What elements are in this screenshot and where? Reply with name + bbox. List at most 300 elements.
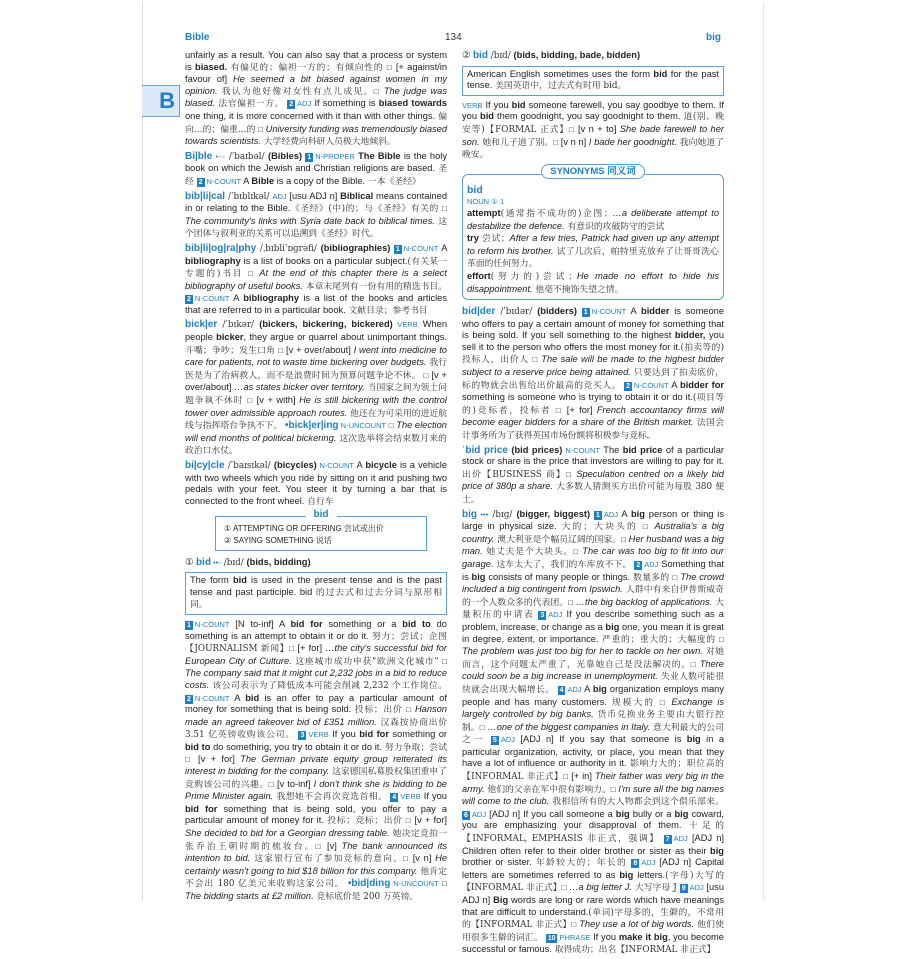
part-of-speech: N-UNCOUNT	[390, 879, 439, 889]
chinese-translation: 他毫不掩饰失望之情。	[532, 284, 624, 295]
definition-text: A	[241, 175, 252, 186]
chinese-translation: 竞标底价是 200 万英镑。	[313, 892, 419, 902]
chinese-translation: 严重的；重大的；大幅度的	[598, 634, 720, 645]
left-guide-word: Bible	[185, 32, 210, 43]
example-sentence: She bade farewell to her son.	[462, 123, 724, 147]
grammar-pattern: [v + with]	[256, 395, 296, 406]
note-text: is used in the present tense and is the past tense and past participle. bid	[190, 575, 442, 597]
grammar-pattern: [+ for]	[297, 643, 323, 654]
chinese-translation: 出价【BUSINESS 商】	[462, 469, 567, 480]
bold-term: big	[615, 808, 630, 819]
definition-text: you sell it to the person who offers the most money for it.	[462, 330, 724, 352]
chinese-translation: 我向她道了晚安。	[462, 137, 724, 161]
synonyms-box	[462, 165, 724, 300]
part-of-speech: N-UNCOUNT	[338, 421, 387, 431]
example-sentence: I bade her goodnight.	[586, 136, 677, 147]
sense-number: 1	[595, 511, 600, 519]
example-bullet-icon: □	[288, 644, 295, 654]
definition-text: A	[618, 508, 631, 519]
chinese-translation: 规模大的	[607, 697, 660, 708]
headword[interactable]: bib|li|og|ra|phy	[185, 242, 257, 254]
example-bullet-icon: □	[571, 920, 577, 930]
bold-term: biased towards	[378, 98, 447, 109]
example-sentence: He seemed a bit biased against women in my opinion.	[185, 74, 448, 96]
part-of-speech: ADJ	[272, 191, 287, 201]
pronunciation: /ˈbɪdər/	[495, 307, 538, 318]
example-bullet-icon: □	[532, 355, 538, 365]
definition-text: If you	[328, 729, 360, 740]
entry-bicycle	[185, 460, 447, 508]
definition-text: The	[599, 444, 623, 455]
bold-term: big	[630, 508, 645, 519]
example-sentence: He made no effort to hide his disappointment.	[467, 270, 719, 294]
example-bullet-icon: □	[278, 345, 284, 355]
part-of-speech: N-COUNT	[562, 445, 600, 455]
part-of-speech: N-COUNT	[194, 619, 230, 629]
chinese-translation: 美国英语中，过去式有时用 bid。	[492, 81, 627, 92]
chinese-translation: 本章末尾列有一份有用的精选书目。	[302, 281, 447, 292]
example-sentence: …a deliberate attempt to destabilize the defence.	[467, 207, 719, 231]
definition-text: If something is	[311, 98, 379, 109]
bold-term: bid for	[359, 729, 389, 740]
definition-text: is the holy book on which the Jewish and Christian religions are based.	[185, 150, 447, 174]
synonym-item	[467, 208, 719, 233]
chinese-translation: 数量多的	[630, 572, 673, 583]
chinese-translation: 这个团体与叙利亚的关系可以追溯到《圣经》时代。	[185, 216, 448, 240]
sense-number: 3	[540, 612, 545, 620]
definition-text: A	[229, 692, 246, 703]
definition-text: A	[581, 683, 593, 694]
grammar-pattern: [v n n]	[560, 136, 587, 147]
menu-title: bid	[306, 509, 337, 520]
definition-text: is an offer to pay a particular amount of money for something that is being sold.	[185, 692, 447, 715]
chinese-translation: 法国会计事务所为了获得英国市场份额将积极参与竞标。	[462, 418, 724, 442]
example-bullet-icon: □	[479, 722, 485, 732]
pronunciation: /ˈbɪkər/	[217, 320, 260, 331]
sense-number: 2	[198, 178, 203, 186]
headword[interactable]: ˈbid price	[462, 444, 508, 456]
entry-biased-continued	[185, 50, 447, 149]
example-bullet-icon: □	[573, 547, 579, 557]
part-of-speech: VERB	[400, 792, 421, 802]
bold-term: bid	[653, 68, 668, 79]
thumb-index-letter: B	[159, 88, 175, 113]
sense-number: 2	[187, 296, 191, 304]
homonym-marker: ②	[462, 50, 471, 60]
sense-number: 1	[187, 621, 191, 629]
definition-text: is a vehicle with two wheels which you ride by sitting on it and pushing two pedals with your feet. You steer it by turning a bar that is connected to the front wheel.	[185, 460, 448, 506]
example-sentence: The crowd included a big contingent from Ipswich.	[462, 571, 724, 595]
note-text: The form	[190, 575, 233, 586]
example-sentence: The company said that it might cut 2,232 jobs in a bid to reduce costs.	[185, 668, 447, 690]
usage-note	[462, 66, 724, 96]
right-guide-word: big	[706, 32, 721, 43]
synonyms-title: SYNONYMS 同义词	[541, 164, 645, 179]
example-sentence: I don't think she is bidding to be Prime Minister again.	[185, 778, 447, 802]
part-of-speech: N-COUNT	[206, 176, 242, 186]
synonym-item	[467, 271, 719, 296]
definition-text: bully or a	[629, 808, 675, 819]
definition-text: means contained in or relating to the Bible.	[185, 190, 447, 214]
definition-text: is a copy of the Bible.	[274, 175, 366, 186]
derived-word[interactable]: •bid|ding	[347, 878, 391, 890]
chinese-translation: 我行医是为了治病救人，而不是浪费时间为预算问题争论不休。	[185, 358, 448, 381]
grammar-pattern: [v + for]	[414, 815, 447, 826]
grammar-pattern: [ADJ n]	[515, 734, 560, 745]
example-sentence: He certainly wasn't going to bid $18 billion for this company.	[185, 853, 448, 876]
chinese-translation: 偏向…的；偏重…的	[185, 111, 447, 135]
headword[interactable]: bid|der	[462, 306, 496, 318]
bold-term: bid for	[290, 618, 323, 629]
example-bullet-icon: □	[610, 784, 616, 794]
menu-item[interactable]: ① ATTEMPTING OR OFFERING 尝试或出价	[224, 524, 384, 534]
chinese-translation: 我认为他好像对女性有点儿成见。	[217, 86, 374, 97]
frequency-icon: ••◦	[210, 557, 221, 567]
example-sentence: The sale will be made to the highest bidder subject to a reserve price being attained.	[462, 354, 725, 378]
example-bullet-icon: □	[442, 656, 448, 666]
chinese-translation: 对她而言，这个问题太严重了，光靠她自己是没法解决的。	[462, 647, 724, 670]
pronunciation: /bɪd/	[487, 51, 514, 61]
example-sentence: Hanson made an agreed takeover bid of £351 million.	[185, 704, 447, 727]
definition-text: Something that is	[462, 558, 724, 582]
part-of-speech: ADJ	[471, 809, 487, 819]
example-sentence: …the city's successful bid for European City of Culture.	[185, 643, 447, 666]
chinese-translation: 这家银行宣布了参加竞标的意向。	[250, 854, 404, 865]
headword[interactable]: bid	[195, 556, 211, 568]
definition-text: of a particular stock or share is the price that investors are willing to pay for it.	[462, 444, 724, 467]
entry-biblical	[185, 191, 447, 241]
part-of-speech: ADJ	[641, 858, 656, 868]
definition-text: A	[438, 242, 447, 253]
example-sentence: Her husband was a big man.	[462, 533, 724, 557]
headword[interactable]: bick|er	[185, 319, 218, 331]
definition-text: something that is being sold, you offer to pay a particular amount of money for it.	[185, 803, 448, 826]
bold-term: Big	[493, 895, 509, 905]
example-bullet-icon: □	[185, 755, 193, 765]
example-bullet-icon: □	[423, 370, 429, 380]
grammar-pattern: [+ in]	[571, 771, 592, 782]
chinese-translation: 大多数人猜测买方出价可能为每股 380 便士。	[462, 482, 724, 505]
bold-term: bidder	[641, 306, 670, 317]
part-of-speech: N-COUNT	[316, 461, 354, 470]
part-of-speech: ADJ	[603, 509, 619, 519]
chinese-translation: (拍卖等的)投标人，出价人	[462, 342, 724, 366]
definition-text: them goodnight, you say goodnight to them.	[493, 111, 681, 122]
grammar-pattern: [v to-inf]	[276, 778, 311, 789]
example-sentence: …one of the biggest companies in Italy.	[484, 721, 651, 732]
chinese-translation: (项目等的)竞标者，投标者	[462, 393, 724, 416]
chinese-translation: 努力；尝试；企图【JOURNALISM 新闻】	[185, 631, 447, 655]
pronunciation: /ˈbaɪsɪkəl/	[224, 461, 274, 471]
sense-number: 2	[187, 695, 191, 703]
example-sentence: Australia's a big country.	[462, 521, 724, 544]
chinese-translation: 我想她不会再次竞选首相。	[273, 792, 388, 803]
example-sentence: French accountancy firms will become eager bidders for a share of the British market.	[462, 404, 724, 428]
example-sentence: I'm sure all the big names will come to the club.	[462, 783, 724, 807]
bold-term: bid	[480, 111, 494, 122]
example-sentence: The judge was biased.	[185, 85, 447, 109]
grammar-pattern: [v n + to]	[577, 123, 617, 134]
definition-text: one, you mean it is great in degree, extent, or importance.	[462, 621, 724, 644]
definition-text: , they argue or quarrel about unimportant things.	[243, 332, 447, 343]
inflections: (bid prices)	[507, 444, 563, 455]
entry-bicker	[185, 319, 447, 458]
chinese-translation: 人群中有来自伊普斯威奇的一个人数众多的代表团。	[462, 585, 724, 608]
definition-text: A	[229, 293, 244, 304]
chinese-translation: 影响力大的；职位高的【INFORMAL 非正式】	[462, 759, 724, 783]
chinese-translation: (努力的)尝试；	[490, 271, 577, 282]
chinese-translation: (字母)大写的【INFORMAL 非正式】	[462, 870, 724, 894]
bold-term: bid	[232, 575, 247, 586]
chinese-translation: 失业人数可能很快就会出现大幅增长。	[462, 672, 725, 695]
sense-number: 4	[392, 794, 397, 802]
chinese-translation: 只要达到了拍卖底价，标的物就会出售给出价最高的竞买人。	[462, 368, 724, 391]
definition-text: is a list of the books and articles that are referred to in a particular book.	[185, 293, 447, 315]
example-bullet-icon: □	[563, 772, 569, 782]
part-of-speech: N-PROPER	[315, 151, 355, 161]
pronunciation: /ˌbɪbliˈɒɡrəfi/	[256, 243, 321, 254]
bid-sense-menu	[215, 509, 427, 550]
bold-term: biased.	[195, 61, 228, 72]
part-of-speech: ADJ	[500, 735, 515, 745]
bold-term: Bible	[251, 175, 275, 186]
bold-term: bid to	[185, 741, 211, 752]
chinese-translation: 《圣经》(中)的；与《圣经》有关的	[290, 204, 443, 215]
definition-text: something is someone who is trying to obtain it or do it.	[462, 392, 693, 403]
headword[interactable]: bi|cy|cle	[185, 460, 225, 471]
chinese-translation: 该公司表示为了降低成本可能会削减 2,232 个工作岗位。	[209, 680, 447, 691]
example-bullet-icon: □	[561, 883, 567, 893]
part-of-speech: N-COUNT	[591, 307, 627, 317]
sense-number: 1	[307, 153, 312, 161]
left-column	[185, 50, 447, 906]
entry-bid-1	[185, 557, 447, 904]
pronunciation: /ˈbaɪbəl/	[225, 151, 268, 162]
example-bullet-icon: □	[555, 405, 563, 415]
chinese-translation: 汉森按协商出价 3.51 亿英镑收购该公司。	[185, 717, 447, 741]
menu-item[interactable]: ② SAYING SOMETHING 说话	[224, 535, 332, 545]
definition-text: If you	[590, 931, 619, 942]
part-of-speech: N-COUNT	[194, 294, 230, 304]
example-bullet-icon: □	[442, 204, 448, 214]
definition-text: If you describe something such as a problem, increase, or change as a	[462, 609, 724, 632]
bold-term: bid	[511, 99, 526, 110]
example-sentence: Exchange is largely controlled by big banks.	[462, 696, 725, 720]
part-of-speech: N-COUNT	[634, 380, 669, 390]
headword[interactable]: bid	[472, 50, 488, 61]
example-bullet-icon: □	[442, 879, 447, 889]
example-bullet-icon: □	[403, 854, 409, 864]
inflections: (bibliographies)	[320, 242, 391, 253]
chinese-translation: 他们的父亲在军中很有影响力。	[484, 784, 611, 795]
example-sentence: The community's links with Syria date back to biblical times.	[185, 215, 435, 226]
bold-term: big	[471, 571, 486, 582]
inflections: (Bibles)	[268, 150, 303, 161]
example-bullet-icon: □	[386, 62, 393, 72]
bold-term: big	[686, 734, 701, 745]
example-sentence: The car was too big to fit into our garage.	[462, 546, 724, 569]
definition-text: do something, you try to obtain it or do it.	[210, 741, 382, 752]
part-of-speech: PHRASE	[559, 932, 591, 942]
headword[interactable]: bib|li|cal	[185, 190, 226, 202]
part-of-speech: VERB	[392, 320, 418, 330]
definition-text: If you call someone a	[523, 808, 616, 819]
chinese-translation: 意大利最大的公司之一	[462, 722, 724, 746]
chinese-translation: 这家德国私募股权集团重申了竞购该公司的兴趣。	[185, 767, 447, 790]
grammar-pattern: [usu ADJ n]	[462, 882, 725, 905]
example-sentence: They use a lot of big words.	[576, 919, 695, 930]
definition-text: something or a	[322, 618, 403, 629]
definition-text: Capital letters are sometimes referred to as	[462, 857, 725, 880]
grammar-pattern: [+ against/in favour of]	[185, 61, 447, 85]
bold-term: big	[592, 683, 607, 694]
entry-bid-price	[462, 445, 724, 507]
sense-number: 2	[636, 561, 641, 569]
chinese-translation: 她决定竞拍一张乔治王朝时期的梳妆台。	[185, 829, 447, 852]
definition-text: organization employs many people and has many customers.	[462, 683, 724, 707]
part-of-speech: VERB	[462, 100, 483, 110]
sense-number: 10	[547, 934, 556, 942]
chinese-translation: 澳大利亚是个幅员辽阔的国家。	[494, 534, 622, 545]
usage-note	[185, 572, 447, 615]
chinese-translation: 他肯定不会出 180 亿美元来收购这家公司。	[185, 866, 447, 890]
homonym-marker: ①	[185, 556, 194, 567]
chinese-translation: 法官偏袒一方。	[214, 99, 285, 110]
chinese-translation: (单词)字母多的，生僻的，不常用的【INFORMAL 非正式】	[462, 907, 724, 931]
derived-word[interactable]: •bick|er|ing	[284, 420, 339, 432]
bold-term: bicycle	[365, 460, 397, 470]
chinese-translation: 投标；竞标；出价	[323, 816, 406, 827]
bold-term: bid to	[402, 618, 431, 629]
sense-number: 2	[626, 382, 631, 390]
definition-text: is someone who offers to pay a certain amount of money for something that is being sold. If you sell something to the highest	[462, 306, 724, 341]
example-sentence: Speculation centred on a likely bid price of 380p a share.	[462, 468, 724, 492]
entry-bible	[185, 151, 447, 189]
synonym-item	[467, 233, 719, 271]
chinese-translation: 文献目录；参考书目	[345, 305, 428, 316]
chinese-translation: 努力争取；尝试	[381, 742, 447, 753]
pronunciation: /ˈbɪblɪkəl/	[225, 191, 273, 202]
frequency-icon: •••	[477, 509, 489, 519]
example-bullet-icon: □	[258, 124, 264, 134]
sense-number: 6	[464, 811, 468, 819]
inflections: (bids, bidding)	[246, 556, 311, 567]
definition-text: something or	[388, 729, 447, 740]
chinese-translation: 大写字母 J	[631, 883, 680, 894]
inflections: (bicycles)	[273, 460, 317, 470]
definition-text: A	[626, 306, 642, 317]
part-of-speech: ADJ	[673, 834, 688, 844]
chinese-translation: (有关某一专题的)书目	[185, 256, 448, 280]
example-sentence: At the end of this chapter there is a select bibliography of useful books.	[185, 268, 447, 291]
example-sentence: I went into medicine to care for patients, not to waste time bickering over budgets.	[185, 344, 447, 368]
chinese-translation: 斗嘴；争吵；发生口角	[185, 345, 279, 356]
chinese-translation: 尝试；	[478, 234, 510, 245]
bold-term: bid for	[185, 803, 218, 814]
sense-number: 1	[395, 245, 400, 253]
example-sentence: …as states bicker over territory.	[231, 382, 365, 393]
grammar-pattern: [ADJ n]	[655, 857, 696, 868]
sense-number: 9	[681, 885, 686, 893]
definition-text: someone farewell, you say goodbye to them. If you	[462, 99, 724, 122]
example-sentence: The bidding starts at £2 million.	[185, 891, 314, 901]
definition-text: person or thing is large in physical size.	[462, 508, 724, 532]
bold-term: bid price	[622, 444, 663, 455]
headword[interactable]: big	[462, 508, 477, 520]
bold-term: big	[710, 845, 724, 856]
bold-term: big	[619, 869, 634, 880]
example-sentence: …the big backlog of applications.	[573, 596, 713, 607]
chinese-translation: 圣经	[185, 164, 448, 187]
headword[interactable]: Bi|ble	[185, 150, 213, 162]
chinese-translation: 货币兑换业务主要由大银行控制。	[462, 710, 724, 733]
chinese-translation: 投标；出价	[351, 705, 407, 716]
definition-text: unfairly as a result. You can also say that a process or system is	[185, 50, 447, 72]
entry-bibliography	[185, 243, 447, 318]
example-bullet-icon: □	[621, 534, 627, 544]
example-sentence: After a few tries, Patrick had given up any attempt to reform his brother.	[467, 233, 720, 256]
example-bullet-icon: □	[405, 816, 412, 826]
definition-text: If you say that someone is	[559, 734, 687, 745]
example-bullet-icon: □	[248, 269, 255, 279]
definition-text: brother or sister.	[462, 857, 532, 868]
bold-term: make it big	[618, 931, 668, 942]
chinese-translation: 他们使用很多生僻的词汇。	[462, 920, 724, 943]
right-column	[462, 50, 724, 959]
page-number: 134	[445, 32, 462, 43]
grammar-pattern: [+ for]	[566, 404, 593, 415]
thumb-index-tab[interactable]	[142, 85, 180, 117]
pronunciation: /bɪɡ/	[488, 509, 517, 520]
grammar-pattern: [ADJ n]	[687, 833, 724, 844]
synonym-word: try	[467, 233, 479, 244]
entry-bid-2	[462, 50, 724, 162]
inflections: (bickers, bickering, bickered)	[259, 319, 393, 330]
chinese-translation: 我相信所有的大人物都会到这个俱乐部来。	[549, 797, 724, 808]
grammar-pattern: [usu ADJ n]	[286, 190, 341, 201]
grammar-pattern: [v + for]	[197, 754, 235, 765]
example-bullet-icon: □	[315, 841, 323, 851]
inflections: (bids, bidding, bade, bidden)	[513, 50, 641, 60]
chinese-translation: 十足的【INFORMAL, EMPHASIS 非正式，强调】	[462, 821, 725, 845]
grammar-pattern: [v + over/about]	[185, 369, 447, 393]
grammar-pattern: [ADJ n]	[486, 808, 524, 819]
inflections: (bidders)	[537, 306, 577, 317]
chinese-translation: 这车太大了，我们的车库放不下。	[493, 559, 632, 570]
grammar-pattern: [N to-inf]	[229, 618, 279, 629]
definition-text: When people	[185, 319, 447, 343]
example-bullet-icon: □	[642, 522, 650, 532]
definition-text: coward, you are emphasizing your disapproval of them.	[462, 808, 724, 831]
definition-text: If you	[482, 99, 512, 110]
definition-text: words are long or rare words which have meanings that are difficult to understand.	[462, 895, 725, 917]
example-bullet-icon: □	[553, 137, 559, 147]
synonyms-headword: bid	[467, 183, 483, 196]
example-bullet-icon: □	[373, 86, 380, 96]
sense-number: 3	[300, 732, 305, 740]
example-bullet-icon: □	[568, 597, 574, 607]
example-sentence: She decided to bid for a Georgian dressing table.	[185, 828, 390, 839]
part-of-speech: ADJ	[644, 559, 659, 569]
chinese-translation: 的过去式和过去分词与原形相同。	[190, 587, 442, 611]
inflections: (bigger, biggest)	[516, 508, 591, 519]
example-sentence: The bank announced its intention to bid.	[185, 840, 447, 864]
definition-text: letters.	[633, 869, 666, 880]
chinese-translation: 道(别、晚安等)【FORMAL 正式】	[462, 112, 725, 135]
chinese-translation: 他还在为可采用的进近航线与指挥塔台争执不下。	[185, 408, 447, 432]
chinese-translation: 她丈夫是个大块头。	[482, 547, 574, 558]
note-text: for the past tense.	[467, 68, 719, 91]
